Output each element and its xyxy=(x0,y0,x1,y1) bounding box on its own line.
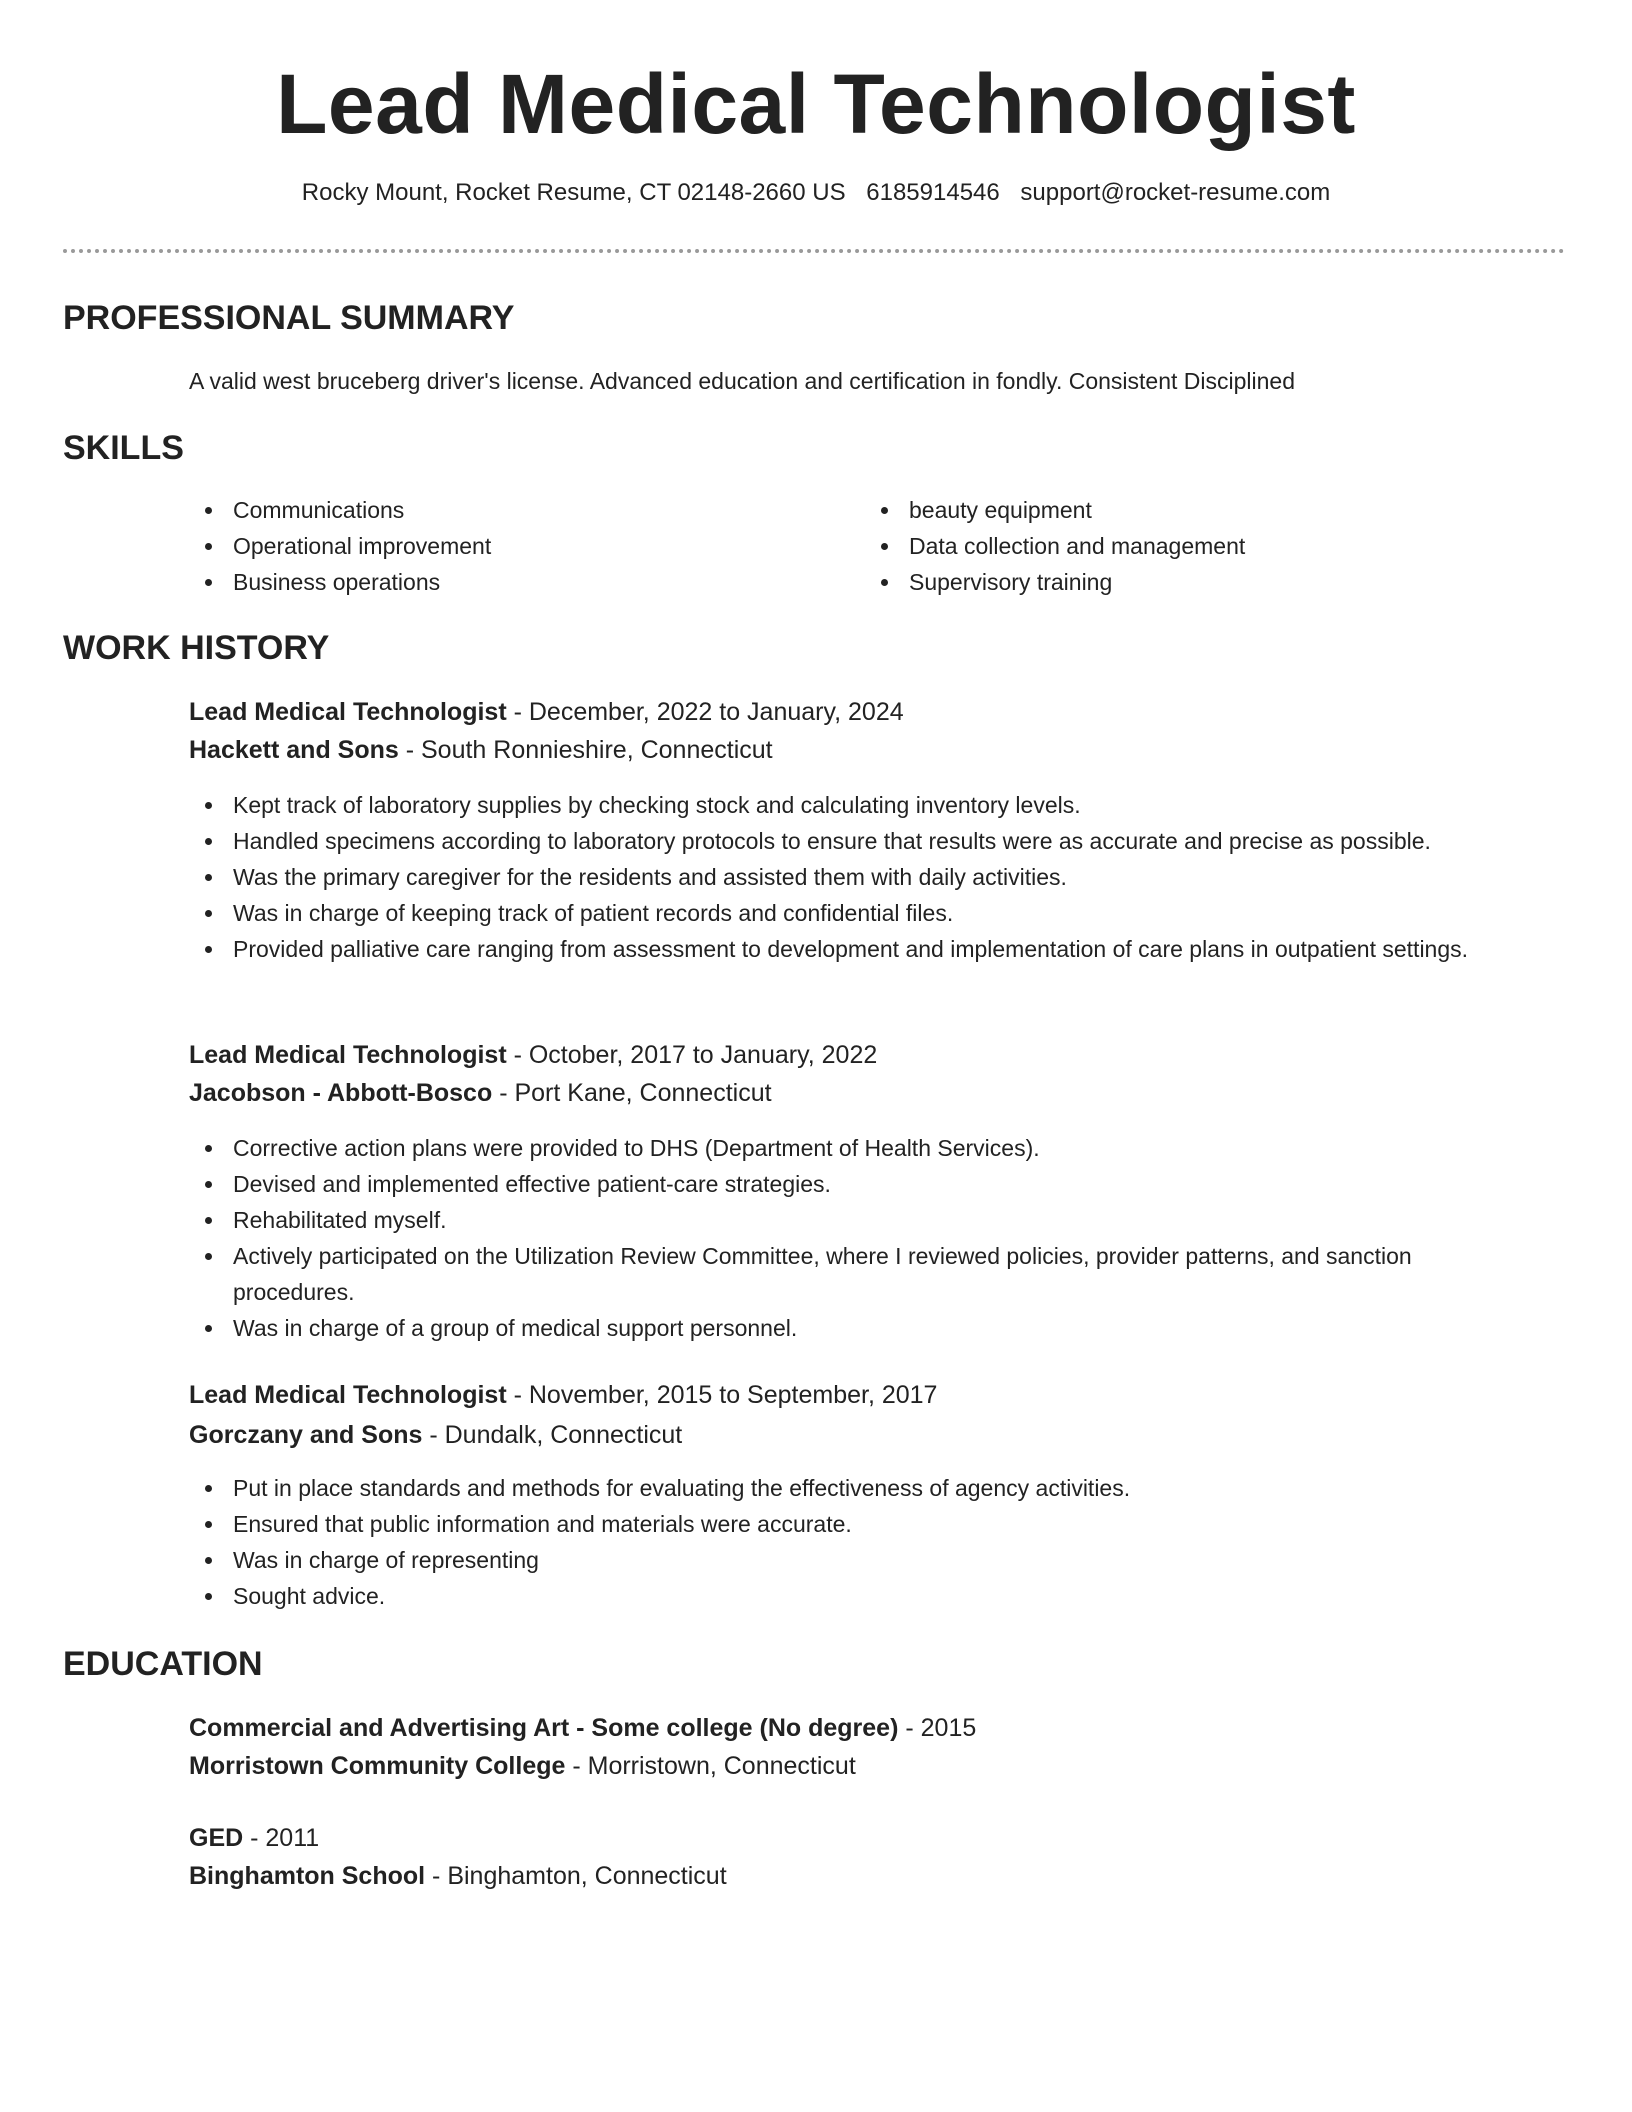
resume-header xyxy=(0,0,1632,152)
contact-address: Rocky Mount, Rocket Resume, CT 02148-2660 US xyxy=(301,179,846,206)
skills-list-left xyxy=(189,492,809,600)
job-separator: - xyxy=(506,698,529,726)
job-location: South Ronnieshire, Connecticut xyxy=(421,736,773,764)
job-bullet: Kept track of laboratory supplies by checking stock and calculating inventory levels. xyxy=(189,787,1539,823)
job-dates: October, 2017 to January, 2022 xyxy=(528,1041,878,1069)
job-bullet: Was the primary caregiver for the residents and assisted them with daily activities. xyxy=(189,859,1539,895)
education-location: Morristown, Connecticut xyxy=(587,1752,856,1780)
job-dates: December, 2022 to January, 2024 xyxy=(528,698,904,726)
education-school: Morristown Community College xyxy=(189,1752,566,1780)
skill-item: Operational improvement xyxy=(189,528,809,564)
education-separator: - xyxy=(243,1824,266,1852)
summary-heading: PROFESSIONAL SUMMARY xyxy=(63,299,515,337)
job-separator: - xyxy=(422,1421,445,1449)
job-separator: - xyxy=(492,1079,515,1107)
job-bullet: Provided palliative care ranging from assessment to development and implementation of care plans in outpatient settings. xyxy=(189,931,1539,967)
job-location: Port Kane, Connecticut xyxy=(514,1079,772,1107)
job-bullet: Was in charge of keeping track of patient records and confidential files. xyxy=(189,895,1539,931)
skill-item: beauty equipment xyxy=(865,492,1485,528)
job-bullets xyxy=(189,1130,1539,1346)
job-bullet: Handled specimens according to laboratory protocols to ensure that results were as accurate and precise as possible. xyxy=(189,823,1539,859)
header-divider xyxy=(63,249,1565,253)
skills-heading: SKILLS xyxy=(63,429,184,467)
job-company: Gorczany and Sons xyxy=(189,1421,423,1449)
education-location: Binghamton, Connecticut xyxy=(447,1862,727,1890)
education-degree: GED xyxy=(189,1824,244,1852)
job-location: Dundalk, Connecticut xyxy=(444,1421,683,1449)
education-separator: - xyxy=(425,1862,448,1890)
education-degree-line xyxy=(189,1822,319,1854)
education-school-line xyxy=(189,1750,856,1782)
job-bullet: Sought advice. xyxy=(189,1578,1539,1614)
job-bullet: Was in charge of a group of medical support personnel. xyxy=(189,1310,1539,1346)
job-title-line xyxy=(189,696,904,728)
education-year: 2011 xyxy=(265,1824,320,1852)
education-heading: EDUCATION xyxy=(63,1645,263,1683)
education-degree-line xyxy=(189,1712,976,1744)
job-separator: - xyxy=(506,1041,529,1069)
summary-text: A valid west bruceberg driver's license. Advanced education and certification in fondly. Consistent Disciplined xyxy=(189,368,1296,394)
job-bullet: Corrective action plans were provided to DHS (Department of Health Services). xyxy=(189,1130,1539,1166)
job-bullet: Devised and implemented effective patient-care strategies. xyxy=(189,1166,1539,1202)
skill-item: Supervisory training xyxy=(865,564,1485,600)
education-separator: - xyxy=(565,1752,588,1780)
job-bullet: Was in charge of representing xyxy=(189,1542,1539,1578)
job-separator: - xyxy=(506,1381,529,1409)
education-year: 2015 xyxy=(920,1714,977,1742)
job-title-line xyxy=(189,1379,937,1411)
job-bullets xyxy=(189,787,1539,967)
work-history-heading: WORK HISTORY xyxy=(63,629,330,667)
education-school: Binghamton School xyxy=(189,1862,426,1890)
education-degree: Commercial and Advertising Art - Some college (No degree) xyxy=(189,1714,899,1742)
job-title-line xyxy=(189,1039,877,1071)
job-company-line xyxy=(189,1419,682,1451)
job-bullet: Rehabilitated myself. xyxy=(189,1202,1539,1238)
contact-line xyxy=(0,178,1632,208)
candidate-name: Lead Medical Technologist xyxy=(276,57,1356,151)
job-bullet: Put in place standards and methods for evaluating the effectiveness of agency activities. xyxy=(189,1470,1539,1506)
job-company: Jacobson - Abbott-Bosco xyxy=(189,1079,493,1107)
job-bullets xyxy=(189,1470,1539,1614)
job-separator: - xyxy=(398,736,421,764)
contact-email: support@rocket-resume.com xyxy=(1020,179,1331,206)
education-separator: - xyxy=(898,1714,921,1742)
job-company-line xyxy=(189,734,773,766)
job-company: Hackett and Sons xyxy=(189,736,399,764)
skill-item: Business operations xyxy=(189,564,809,600)
job-role: Lead Medical Technologist xyxy=(189,1041,507,1069)
job-bullet: Ensured that public information and materials were accurate. xyxy=(189,1506,1539,1542)
education-school-line xyxy=(189,1860,727,1892)
job-bullet: Actively participated on the Utilization Review Committee, where I reviewed policies, provider patterns, and sanction procedures. xyxy=(189,1238,1539,1310)
skill-item: Data collection and management xyxy=(865,528,1485,564)
job-role: Lead Medical Technologist xyxy=(189,698,507,726)
contact-phone: 6185914546 xyxy=(866,179,1000,206)
job-dates: November, 2015 to September, 2017 xyxy=(528,1381,938,1409)
skill-item: Communications xyxy=(189,492,809,528)
job-role: Lead Medical Technologist xyxy=(189,1381,507,1409)
job-company-line xyxy=(189,1077,772,1109)
skills-list-right xyxy=(865,492,1485,600)
